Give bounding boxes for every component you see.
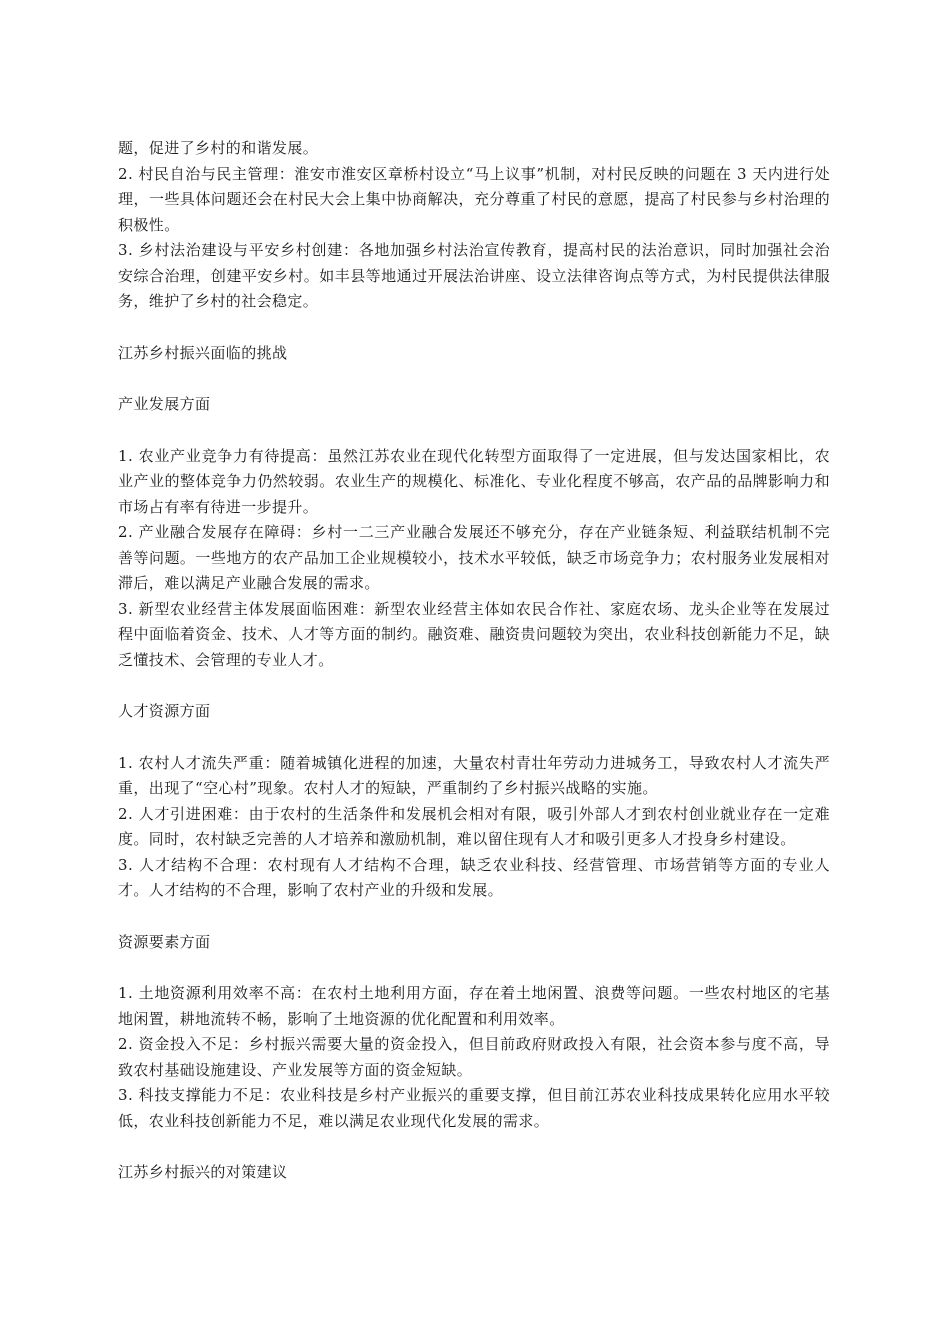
industry-item-1: 1. 农业产业竞争力有待提高：虽然江苏农业在现代化转型方面取得了一定进展，但与发达国家相比，农业产业的整体竞争力仍然较弱。农业生产的规模化、标准化、专业化程度不够高，农产品的品牌影响力和市场占有率有待进一步提升。 — [118, 446, 830, 516]
resources-heading: 资源要素方面 — [118, 932, 211, 951]
talent-item-2: 2. 人才引进困难：由于农村的生活条件和发展机会相对有限，吸引外部人才到农村创业就业存在一定难度。同时，农村缺乏完善的人才培养和激励机制，难以留住现有人才和吸引更多人才投身乡村建设。 — [118, 804, 830, 848]
spacer — [118, 673, 830, 699]
resources-item-3: 3. 科技支撑能力不足：农业科技是乡村产业振兴的重要支撑，但目前江苏农业科技成果转化应用水平较低，农业科技创新能力不足，难以满足农业现代化发展的需求。 — [118, 1086, 830, 1130]
talent-item-1: 1. 农村人才流失严重：随着城镇化进程的加速，大量农村青壮年劳动力进城务工，导致农村人才流失严重，出现了“空心村”现象。农村人才的短缺，严重制约了乡村振兴战略的实施。 — [118, 753, 830, 797]
governance-item-2: 2. 村民自治与民主管理：淮安市淮安区章桥村设立“马上议事”机制，对村民反映的问题在 3 天内进行处理，一些具体问题还会在村民大会上集中协商解决，充分尊重了村民的意愿，提高了村民参与乡村治理的积极性。 — [118, 164, 830, 234]
recommendations-heading: 江苏乡村振兴的对策建议 — [118, 1163, 288, 1181]
spacer — [118, 904, 830, 930]
spacer — [118, 1134, 830, 1160]
resources-item-2: 2. 资金投入不足：乡村振兴需要大量的资金投入，但目前政府财政投入有限，社会资本参与度不高，导致农村基础设施建设、产业发展等方面的资金短缺。 — [118, 1035, 830, 1079]
challenges-heading: 江苏乡村振兴面临的挑战 — [118, 343, 288, 362]
spacer — [118, 315, 830, 341]
industry-item-3: 3. 新型农业经营主体发展面临困难：新型农业经营主体如农民合作社、家庭农场、龙头企业等在发展过程中面临着资金、技术、人才等方面的制约。融资难、融资贵问题较为突出，农业科技创新能力不足，缺乏懂技术、会管理的专业人才。 — [118, 599, 830, 669]
industry-heading: 产业发展方面 — [118, 395, 211, 413]
spacer — [118, 366, 830, 392]
spacer — [118, 725, 830, 751]
resources-item-1: 1. 土地资源利用效率不高：在农村土地利用方面，存在着土地闲置、浪费等问题。一些农村地区的宅基地闲置，耕地流转不畅，影响了土地资源的优化配置和利用效率。 — [118, 984, 830, 1028]
industry-item-2: 2. 产业融合发展存在障碍：乡村一二三产业融合发展还不够充分，存在产业链条短、利益联结机制不完善等问题。一些地方的农产品加工企业规模较小，技术水平较低，缺乏市场竞争力；农村服务业发展相对滞后，难以满足产业融合发展的需求。 — [118, 523, 830, 592]
spacer — [118, 418, 830, 444]
talent-item-3: 3. 人才结构不合理：农村现有人才结构不合理，缺乏农业科技、经营管理、市场营销等方面的专业人才。人才结构的不合理，影响了农村产业的升级和发展。 — [118, 855, 830, 899]
document-page — [118, 136, 830, 1186]
talent-heading: 人才资源方面 — [118, 702, 211, 720]
intro-continuation: 题，促进了乡村的和谐发展。 — [118, 139, 319, 157]
spacer — [118, 955, 830, 981]
governance-item-3: 3. 乡村法治建设与平安乡村创建：各地加强乡村法治宣传教育，提高村民的法治意识，同时加强社会治安综合治理，创建平安乡村。如丰县等地通过开展法治讲座、设立法律咨询点等方式，为村民提供法律服务，维护了乡村的社会稳定。 — [118, 241, 830, 310]
